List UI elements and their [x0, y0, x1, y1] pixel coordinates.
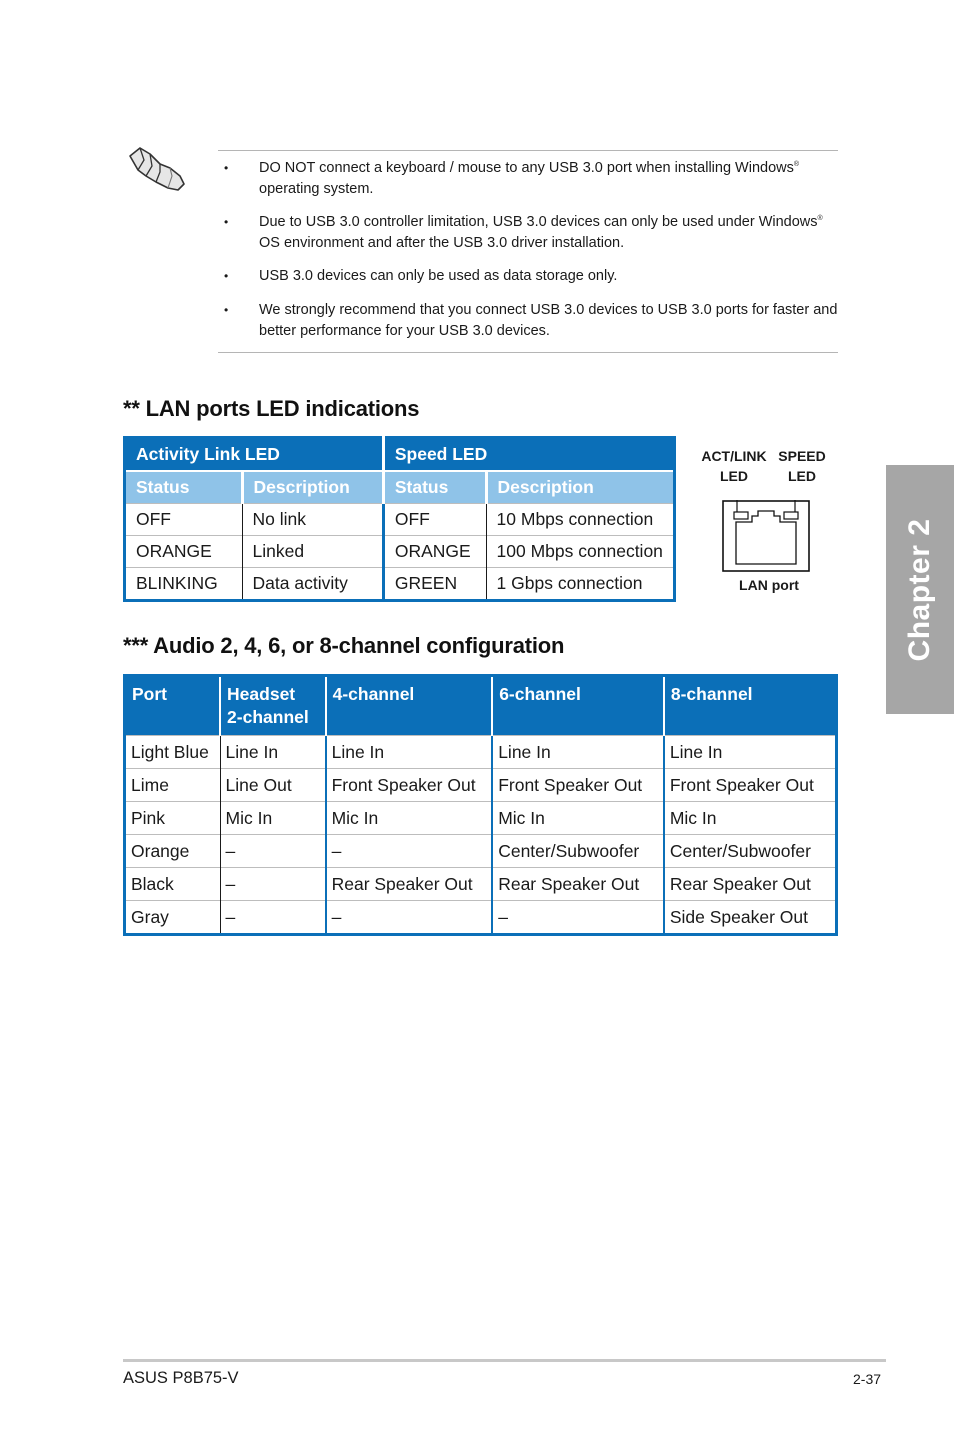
- table-cell: Orange: [125, 835, 221, 868]
- group-header-activity: Activity Link LED: [125, 438, 384, 472]
- table-cell: Mic In: [220, 802, 326, 835]
- table-group-header-row: [125, 438, 675, 472]
- table-cell: Side Speaker Out: [664, 901, 837, 935]
- bullet: •: [224, 161, 229, 175]
- bullet: •: [224, 303, 229, 317]
- table-cell: GREEN: [383, 568, 486, 601]
- table-cell: Linked: [242, 536, 383, 568]
- table-cell: No link: [242, 504, 383, 536]
- table-header-row: [125, 676, 837, 736]
- table-cell: OFF: [125, 504, 243, 536]
- chapter-tab: [886, 465, 954, 714]
- table-cell: Center/Subwoofer: [664, 835, 837, 868]
- table-cell: Rear Speaker Out: [492, 868, 664, 901]
- table-cell: 10 Mbps connection: [486, 504, 674, 536]
- table-cell: –: [326, 901, 493, 935]
- speed-led-label: SPEED LED: [778, 448, 826, 484]
- note-text: DO NOT connect a keyboard / mouse to any USB 3.0 port when installing Windows® operating system.: [259, 160, 800, 197]
- table-row: [125, 868, 837, 901]
- table-cell: –: [220, 835, 326, 868]
- note-rule-bottom: [218, 352, 838, 353]
- table-cell: Pink: [125, 802, 221, 835]
- table-cell: BLINKING: [125, 568, 243, 601]
- table-cell: Line In: [326, 736, 493, 769]
- audio-section-title: *** Audio 2, 4, 6, or 8-channel configuration: [123, 633, 565, 658]
- table-cell: Center/Subwoofer: [492, 835, 664, 868]
- chapter-tab-label: Chapter 2: [903, 518, 936, 661]
- table-row: [125, 769, 837, 802]
- column-header: 4-channel: [326, 676, 493, 736]
- table-row: [125, 536, 675, 568]
- table-cell: 100 Mbps connection: [486, 536, 674, 568]
- table-cell: Data activity: [242, 568, 383, 601]
- note-rule-top: [218, 150, 838, 151]
- table-cell: Line Out: [220, 769, 326, 802]
- table-cell: Front Speaker Out: [492, 769, 664, 802]
- footer-rule: [123, 1359, 886, 1362]
- group-header-speed: Speed LED: [383, 438, 674, 472]
- column-header: Headset 2-channel: [220, 676, 326, 736]
- table-cell: Front Speaker Out: [326, 769, 493, 802]
- table-cell: ORANGE: [125, 536, 243, 568]
- table-cell: –: [326, 835, 493, 868]
- column-header: 8-channel: [664, 676, 837, 736]
- column-header: Description: [242, 471, 383, 504]
- bullet: •: [224, 269, 229, 283]
- note-text: We strongly recommend that you connect USB 3.0 devices to USB 3.0 ports for faster and better performance for your USB 3.0 devices.: [259, 302, 838, 339]
- footer-product-name: ASUS P8B75-V: [123, 1369, 239, 1387]
- table-row: [125, 802, 837, 835]
- lan-port-icon: [722, 500, 812, 576]
- column-header: Port: [125, 676, 221, 736]
- note-text: Due to USB 3.0 controller limitation, USB 3.0 devices can only be used under Windows® OS environment and after the USB 3.0 driver installation.: [259, 214, 823, 251]
- table-cell: Light Blue: [125, 736, 221, 769]
- table-cell: Line In: [664, 736, 837, 769]
- lan-section-title: ** LAN ports LED indications: [123, 396, 420, 421]
- column-header: Status: [383, 471, 486, 504]
- table-row: [125, 901, 837, 935]
- column-header: 6-channel: [492, 676, 664, 736]
- table-cell: –: [492, 901, 664, 935]
- note-text: USB 3.0 devices can only be used as data storage only.: [259, 268, 618, 284]
- column-header: Description: [486, 471, 674, 504]
- table-cell: Mic In: [492, 802, 664, 835]
- table-cell: Rear Speaker Out: [664, 868, 837, 901]
- footer-page-number: 2-37: [853, 1371, 882, 1387]
- table-cell: Line In: [492, 736, 664, 769]
- table-cell: Mic In: [326, 802, 493, 835]
- table-cell: Black: [125, 868, 221, 901]
- column-header: Status: [125, 471, 243, 504]
- act-link-led-label: ACT/LINK LED: [701, 448, 767, 484]
- table-cell: Rear Speaker Out: [326, 868, 493, 901]
- pointing-hand-icon: [126, 142, 188, 198]
- bullet: •: [224, 215, 229, 229]
- table-cell: Gray: [125, 901, 221, 935]
- lan-led-table: [123, 436, 676, 602]
- table-row: [125, 835, 837, 868]
- table-row: [125, 504, 675, 536]
- table-cell: ORANGE: [383, 536, 486, 568]
- table-header-row: [125, 471, 675, 504]
- table-cell: 1 Gbps connection: [486, 568, 674, 601]
- lan-port-diagram: [694, 444, 834, 600]
- table-cell: Line In: [220, 736, 326, 769]
- lan-port-label: LAN port: [739, 577, 799, 593]
- table-row: [125, 736, 837, 769]
- table-cell: Front Speaker Out: [664, 769, 837, 802]
- table-cell: OFF: [383, 504, 486, 536]
- table-cell: Mic In: [664, 802, 837, 835]
- table-row: [125, 568, 675, 601]
- audio-config-table: [123, 674, 838, 936]
- table-cell: Lime: [125, 769, 221, 802]
- table-cell: –: [220, 901, 326, 935]
- table-cell: –: [220, 868, 326, 901]
